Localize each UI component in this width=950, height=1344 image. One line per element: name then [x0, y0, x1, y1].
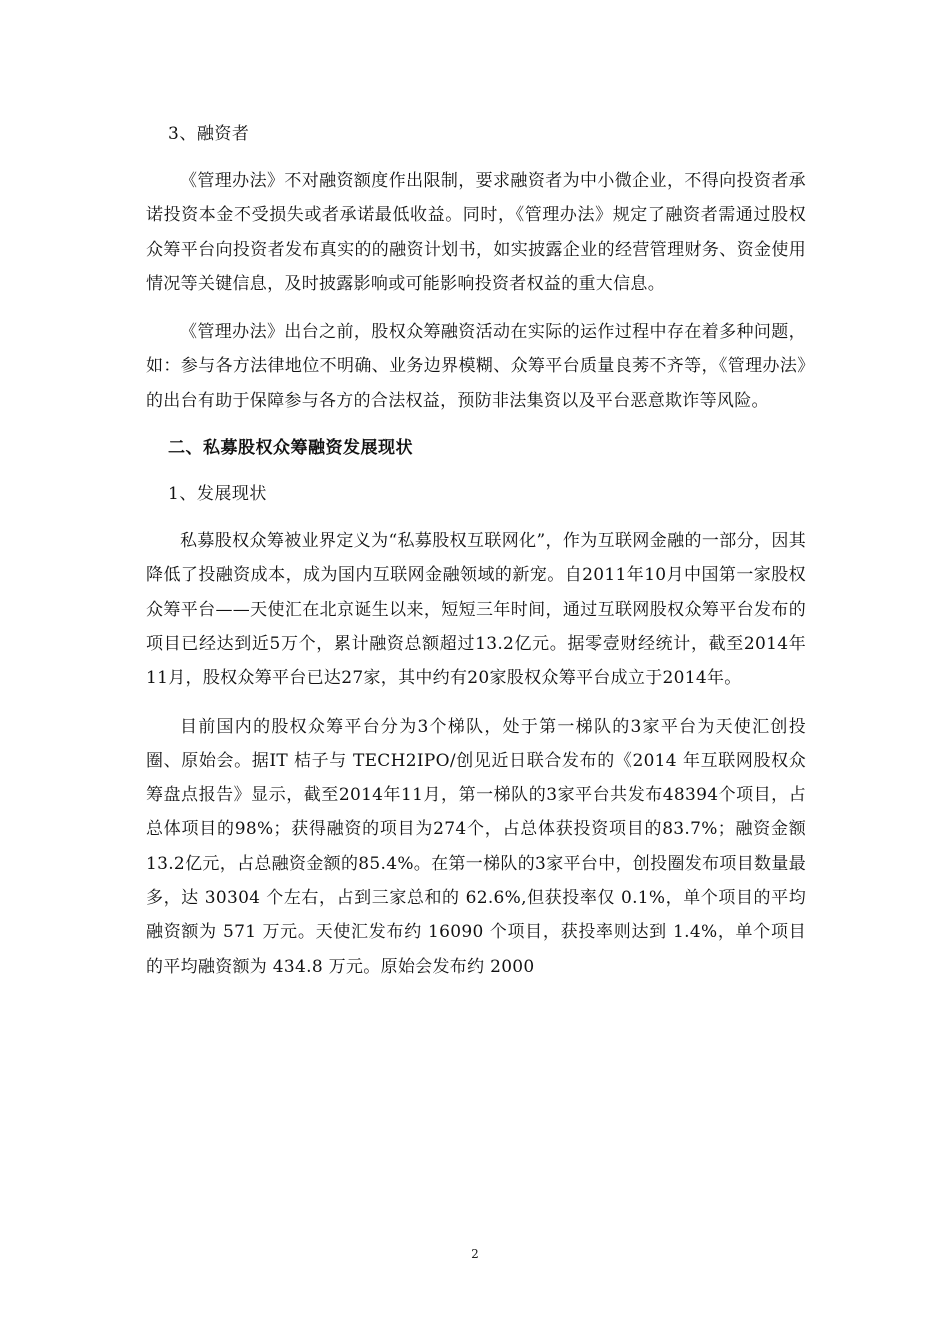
paragraph-regulation-impact: 《管理办法》出台之前，股权众筹融资活动在实际的运作过程中存在着多种问题，如：参与各方法律地位不明确、业务边界模糊、众筹平台质量良莠不齐等，《管理办法》的出台有助于保障参与各方的合法权益，预防非法集资以及平台恶意欺诈等风险。: [146, 322, 806, 411]
section-subheading-financier: 3、融资者: [168, 124, 250, 144]
page-number: 2: [471, 1247, 479, 1261]
paragraph-financier-requirements: 《管理办法》不对融资额度作出限制，要求融资者为中小微企业，不得向投资者承诺投资本金不受损失或者承诺最低收益。同时，《管理办法》规定了融资者需通过股权众筹平台向投资者发布真实的的融资计划书，如实披露企业的经营管理财务、资金使用情况等关键信息，及时披露影响或可能影响投资者权益的重大信息。: [146, 171, 806, 294]
document-body: [146, 118, 806, 998]
section-heading-development-status: 二、私募股权众筹融资发展现状: [168, 438, 413, 459]
section-subheading-current-status: 1、发展现状: [168, 484, 267, 505]
paragraph-crowdfunding-definition: 私募股权众筹被业界定义为“私募股权互联网化”，作为互联网金融的一部分，因其降低了投融资成本，成为国内互联网金融领域的新宠。自2011年10月中国第一家股权众筹平台——天使汇在北京诞生以来，短短三年时间，通过互联网股权众筹平台发布的项目已经达到近5万个，累计融资总额超过13.2亿元。据零壹财经统计，截至2014年11月，股权众筹平台已达27家，其中约有20家股权众筹平台成立于2014年。: [146, 531, 806, 689]
paragraph-platform-tiers: 目前国内的股权众筹平台分为3个梯队，处于第一梯队的3家平台为天使汇创投圈、原始会。据IT 桔子与 TECH2IPO/创见近日联合发布的《2014 年互联网股权众筹盘点报告》显示，截至2014年11月，第一梯队的3家平台共发布48394个项目，占总体项目的98%；获得融资的项目为274个，占总体获投资项目的83.7%；融资金额13.2亿元，占总融资金额的85.4%。在第一梯队的3家平台中，创投圈发布项目数量最多，达 30304 个左右，占到三家总和的 62.6%,但获投率仅 0.1%，单个项目的平均融资额为 571 万元。天使汇发布约 16090 个项目，获投率则达到 1.4%，单个项目的平均融资额为 434.8 万元。原始会发布约 2000: [146, 716, 806, 977]
